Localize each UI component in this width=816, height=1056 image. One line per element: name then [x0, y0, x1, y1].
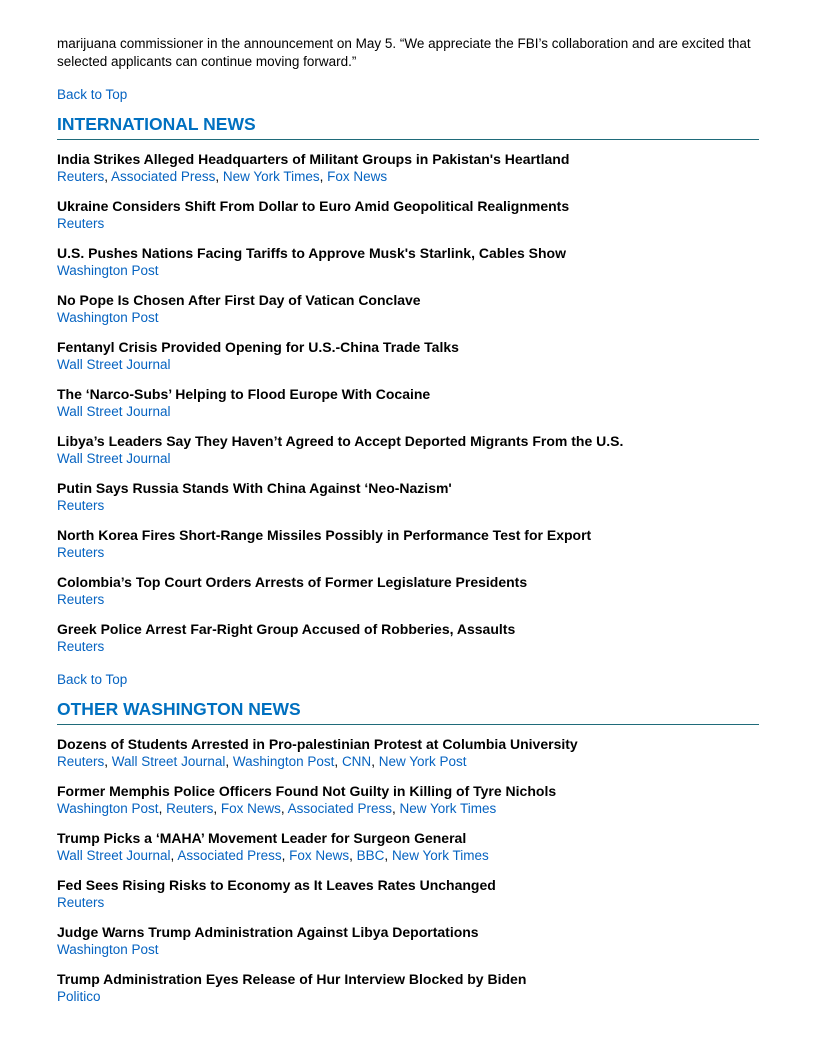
news-story [57, 197, 759, 233]
source-separator: , [384, 848, 392, 863]
story-sources [57, 800, 759, 818]
news-story [57, 432, 759, 468]
story-headline: No Pope Is Chosen After First Day of Vatican Conclave [57, 292, 421, 308]
source-link[interactable]: Associated Press [287, 801, 392, 816]
news-story [57, 735, 759, 771]
source-link[interactable]: Washington Post [232, 754, 335, 769]
newsletter-page [57, 35, 759, 1006]
source-separator: , [104, 754, 112, 769]
story-headline: Trump Administration Eyes Release of Hur Interview Blocked by Biden [57, 971, 527, 987]
story-sources [57, 894, 759, 912]
story-headline: Former Memphis Police Officers Found Not Guilty in Killing of Tyre Nichols [57, 783, 557, 799]
source-separator: , [391, 801, 400, 816]
story-headline: Fed Sees Rising Risks to Economy as It Leaves Rates Unchanged [57, 877, 496, 893]
news-story [57, 291, 759, 327]
source-link[interactable]: Fox News [327, 169, 388, 184]
source-link[interactable]: New York Times [391, 848, 489, 863]
source-separator: , [319, 169, 328, 184]
source-link[interactable]: New York Post [378, 754, 467, 769]
source-link[interactable]: Reuters [57, 895, 105, 910]
section-title-other-washington: OTHER WASHINGTON NEWS [57, 698, 759, 725]
source-link[interactable]: Washington Post [57, 263, 159, 278]
story-sources [57, 168, 759, 186]
news-story [57, 620, 759, 656]
news-story [57, 150, 759, 186]
story-sources [57, 450, 759, 468]
story-headline: Trump Picks a ‘MAHA’ Movement Leader for Surgeon General [57, 830, 467, 846]
source-link[interactable]: Wall Street Journal [57, 848, 171, 863]
source-link[interactable]: Fox News [289, 848, 350, 863]
story-headline: U.S. Pushes Nations Facing Tariffs to Approve Musk's Starlink, Cables Show [57, 245, 566, 261]
news-story [57, 829, 759, 865]
source-link[interactable]: Washington Post [57, 801, 159, 816]
source-link[interactable]: Politico [57, 989, 101, 1004]
story-sources [57, 847, 759, 865]
story-sources [57, 753, 759, 771]
story-headline: Judge Warns Trump Administration Against Libya Deportations [57, 924, 479, 940]
back-to-top-link[interactable]: Back to Top [57, 672, 128, 687]
source-link[interactable]: Reuters [57, 754, 105, 769]
section-title-international: INTERNATIONAL NEWS [57, 113, 759, 140]
source-link[interactable]: New York Times [222, 169, 320, 184]
story-headline: Putin Says Russia Stands With China Against ‘Neo-Nazism' [57, 480, 452, 496]
story-sources [57, 309, 759, 327]
source-link[interactable]: Reuters [166, 801, 214, 816]
story-headline: North Korea Fires Short-Range Missiles Possibly in Performance Test for Export [57, 527, 592, 543]
source-link[interactable]: Reuters [57, 592, 105, 607]
source-link[interactable]: Associated Press [111, 169, 216, 184]
story-headline: Ukraine Considers Shift From Dollar to Euro Amid Geopolitical Realignments [57, 198, 570, 214]
story-sources [57, 262, 759, 280]
story-headline: Fentanyl Crisis Provided Opening for U.S.-China Trade Talks [57, 339, 459, 355]
source-separator: , [215, 169, 223, 184]
other-washington-news-list [57, 735, 759, 1006]
source-link[interactable]: Reuters [57, 545, 105, 560]
news-story [57, 573, 759, 609]
news-story [57, 479, 759, 515]
source-link[interactable]: Reuters [57, 639, 105, 654]
news-story [57, 782, 759, 818]
story-sources [57, 403, 759, 421]
story-sources [57, 215, 759, 233]
source-link[interactable]: Wall Street Journal [57, 404, 171, 419]
source-link[interactable]: Associated Press [177, 848, 282, 863]
story-sources [57, 988, 759, 1006]
story-headline: India Strikes Alleged Headquarters of Militant Groups in Pakistan's Heartland [57, 151, 570, 167]
source-link[interactable]: CNN [341, 754, 372, 769]
source-separator: , [104, 169, 112, 184]
news-story [57, 923, 759, 959]
story-headline: Dozens of Students Arrested in Pro-palestinian Protest at Columbia University [57, 736, 578, 752]
source-separator: , [280, 801, 288, 816]
source-separator: , [170, 848, 178, 863]
source-link[interactable]: Wall Street Journal [57, 451, 171, 466]
source-separator: , [281, 848, 290, 863]
story-sources [57, 638, 759, 656]
source-separator: , [225, 754, 233, 769]
source-link[interactable]: Reuters [57, 169, 105, 184]
source-link[interactable]: Reuters [57, 216, 105, 231]
story-headline: Greek Police Arrest Far-Right Group Accused of Robberies, Assaults [57, 621, 516, 637]
story-sources [57, 941, 759, 959]
story-sources [57, 356, 759, 374]
news-story [57, 338, 759, 374]
story-sources [57, 591, 759, 609]
source-link[interactable]: Wall Street Journal [57, 357, 171, 372]
intro-paragraph: marijuana commissioner in the announcement on May 5. “We appreciate the FBI’s collaboration and are excited that selected applicants can continue moving forward.” [57, 36, 751, 69]
source-link[interactable]: New York Times [399, 801, 497, 816]
news-story [57, 385, 759, 421]
news-story [57, 970, 759, 1006]
news-story [57, 526, 759, 562]
news-story [57, 876, 759, 912]
source-separator: , [349, 848, 357, 863]
story-sources [57, 544, 759, 562]
news-story [57, 244, 759, 280]
source-link[interactable]: BBC [356, 848, 385, 863]
source-link[interactable]: Washington Post [57, 310, 159, 325]
story-headline: The ‘Narco-Subs’ Helping to Flood Europe With Cocaine [57, 386, 431, 402]
source-separator: , [334, 754, 342, 769]
source-link[interactable]: Reuters [57, 498, 105, 513]
back-to-top-link[interactable]: Back to Top [57, 87, 128, 102]
source-separator: , [158, 801, 167, 816]
source-separator: , [371, 754, 379, 769]
story-headline: Colombia’s Top Court Orders Arrests of Former Legislature Presidents [57, 574, 528, 590]
source-separator: , [213, 801, 221, 816]
international-news-list [57, 150, 759, 656]
source-link[interactable]: Fox News [220, 801, 281, 816]
story-headline: Libya’s Leaders Say They Haven’t Agreed to Accept Deported Migrants From the U.S. [57, 433, 624, 449]
source-link[interactable]: Wall Street Journal [111, 754, 226, 769]
story-sources [57, 497, 759, 515]
source-link[interactable]: Washington Post [57, 942, 159, 957]
